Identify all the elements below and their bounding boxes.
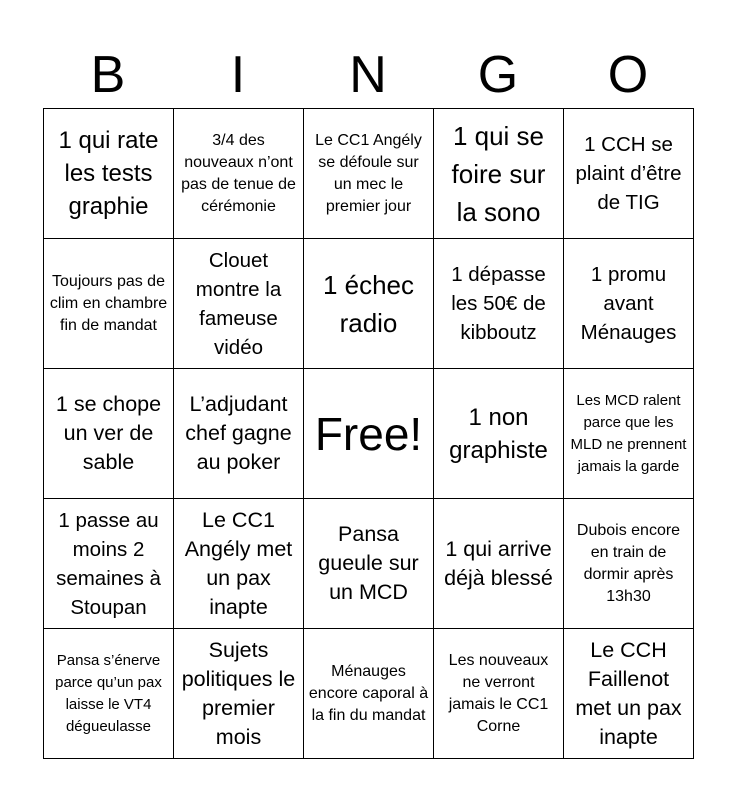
bingo-cell[interactable]: Sujets politiques le premier mois (174, 629, 304, 759)
grid-row (44, 109, 694, 239)
bingo-cell[interactable]: 1 promu avant Ménauges (564, 239, 694, 369)
bingo-cell[interactable]: Pansa s’énerve parce qu’un pax laisse le VT4 dégueulasse (44, 629, 174, 759)
bingo-cell[interactable]: 1 se chope un ver de sable (44, 369, 174, 499)
header-letter-n: N (349, 46, 387, 104)
bingo-cell[interactable]: Le CC1 Angély met un pax inapte (174, 499, 304, 629)
bingo-grid (43, 108, 694, 759)
bingo-header (43, 42, 693, 108)
bingo-cell[interactable]: Toujours pas de clim en chambre fin de mandat (44, 239, 174, 369)
bingo-cell[interactable]: Pansa gueule sur un MCD (304, 499, 434, 629)
bingo-cell[interactable]: L’adjudant chef gagne au poker (174, 369, 304, 499)
bingo-cell[interactable]: Les nouveaux ne verront jamais le CC1 Corne (434, 629, 564, 759)
bingo-cell[interactable]: Les MCD ralent parce que les MLD ne prennent jamais la garde (564, 369, 694, 499)
bingo-cell[interactable]: Le CCH Faillenot met un pax inapte (564, 629, 694, 759)
header-letter-b: B (90, 46, 126, 104)
free-cell[interactable]: Free! (304, 369, 434, 499)
header-letter-g: G (477, 46, 519, 104)
bingo-cell[interactable]: 1 qui se foire sur la sono (434, 109, 564, 239)
bingo-cell[interactable]: 1 passe au moins 2 semaines à Stoupan (44, 499, 174, 629)
bingo-cell[interactable]: 1 CCH se plaint d’être de TIG (564, 109, 694, 239)
bingo-cell[interactable]: Le CC1 Angély se défoule sur un mec le premier jour (304, 109, 434, 239)
header-letter-i: I (230, 46, 246, 104)
bingo-cell[interactable]: Ménauges encore caporal à la fin du mandat (304, 629, 434, 759)
bingo-cell[interactable]: Clouet montre la fameuse vidéo (174, 239, 304, 369)
grid-row (44, 239, 694, 369)
bingo-cell[interactable]: 1 dépasse les 50€ de kibboutz (434, 239, 564, 369)
bingo-cell[interactable]: Dubois encore en train de dormir après 13h30 (564, 499, 694, 629)
grid-row (44, 369, 694, 499)
grid-row (44, 629, 694, 759)
bingo-cell[interactable]: 1 non graphiste (434, 369, 564, 499)
bingo-cell[interactable]: 1 échec radio (304, 239, 434, 369)
bingo-cell[interactable]: 1 qui arrive déjà blessé (434, 499, 564, 629)
header-letter-o: O (607, 46, 649, 104)
bingo-cell[interactable]: 3/4 des nouveaux n’ont pas de tenue de cérémonie (174, 109, 304, 239)
bingo-cell[interactable]: 1 qui rate les tests graphie (44, 109, 174, 239)
grid-row (44, 499, 694, 629)
